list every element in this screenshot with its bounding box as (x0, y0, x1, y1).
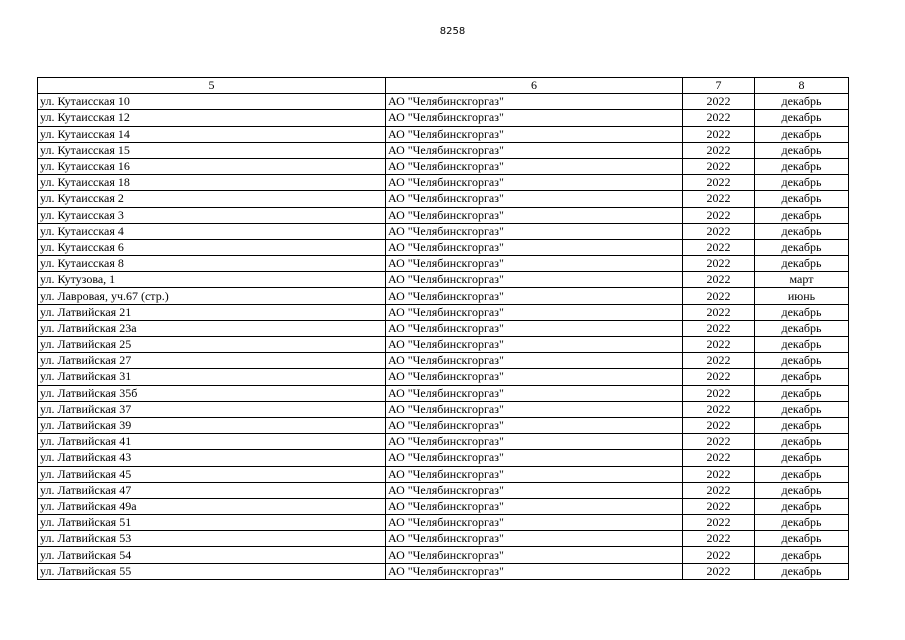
month-cell: декабрь (755, 498, 849, 514)
table-row (38, 385, 849, 401)
organization-cell: АО "Челябинскгоргаз" (386, 531, 683, 547)
table-row (38, 110, 849, 126)
organization-cell: АО "Челябинскгоргаз" (386, 417, 683, 433)
organization-cell: АО "Челябинскгоргаз" (386, 466, 683, 482)
month-cell: декабрь (755, 353, 849, 369)
year-cell: 2022 (683, 304, 755, 320)
column-header-5: 5 (38, 78, 386, 94)
year-cell: 2022 (683, 547, 755, 563)
organization-cell: АО "Челябинскгоргаз" (386, 288, 683, 304)
table-row (38, 175, 849, 191)
year-cell: 2022 (683, 288, 755, 304)
table-row (38, 417, 849, 433)
organization-cell: АО "Челябинскгоргаз" (386, 304, 683, 320)
table-row (38, 191, 849, 207)
organization-cell: АО "Челябинскгоргаз" (386, 272, 683, 288)
month-cell: декабрь (755, 158, 849, 174)
column-header-7: 7 (683, 78, 755, 94)
organization-cell: АО "Челябинскгоргаз" (386, 175, 683, 191)
month-cell: декабрь (755, 385, 849, 401)
address-cell: ул. Латвийская 39 (38, 417, 386, 433)
schedule-table (37, 77, 849, 580)
month-cell: декабрь (755, 434, 849, 450)
table-body (38, 94, 849, 580)
table-row (38, 450, 849, 466)
organization-cell: АО "Челябинскгоргаз" (386, 515, 683, 531)
month-cell: декабрь (755, 482, 849, 498)
year-cell: 2022 (683, 110, 755, 126)
table-row (38, 563, 849, 579)
year-cell: 2022 (683, 353, 755, 369)
month-cell: декабрь (755, 239, 849, 255)
table-row (38, 207, 849, 223)
year-cell: 2022 (683, 158, 755, 174)
year-cell: 2022 (683, 142, 755, 158)
month-cell: декабрь (755, 175, 849, 191)
address-cell: ул. Кутаисская 15 (38, 142, 386, 158)
table-row (38, 288, 849, 304)
organization-cell: АО "Челябинскгоргаз" (386, 110, 683, 126)
month-cell: декабрь (755, 369, 849, 385)
table-row (38, 515, 849, 531)
address-cell: ул. Латвийская 27 (38, 353, 386, 369)
organization-cell: АО "Челябинскгоргаз" (386, 320, 683, 336)
address-cell: ул. Латвийская 47 (38, 482, 386, 498)
address-cell: ул. Латвийская 45 (38, 466, 386, 482)
month-cell: декабрь (755, 304, 849, 320)
year-cell: 2022 (683, 126, 755, 142)
year-cell: 2022 (683, 272, 755, 288)
organization-cell: АО "Челябинскгоргаз" (386, 401, 683, 417)
month-cell: декабрь (755, 256, 849, 272)
year-cell: 2022 (683, 223, 755, 239)
address-cell: ул. Латвийская 23а (38, 320, 386, 336)
column-header-6: 6 (386, 78, 683, 94)
table-row (38, 547, 849, 563)
year-cell: 2022 (683, 498, 755, 514)
table-row (38, 353, 849, 369)
table-row (38, 369, 849, 385)
table-row (38, 434, 849, 450)
year-cell: 2022 (683, 450, 755, 466)
address-cell: ул. Латвийская 51 (38, 515, 386, 531)
organization-cell: АО "Челябинскгоргаз" (386, 207, 683, 223)
year-cell: 2022 (683, 482, 755, 498)
table-row (38, 94, 849, 110)
organization-cell: АО "Челябинскгоргаз" (386, 126, 683, 142)
month-cell: декабрь (755, 515, 849, 531)
year-cell: 2022 (683, 401, 755, 417)
address-cell: ул. Кутаисская 18 (38, 175, 386, 191)
address-cell: ул. Латвийская 31 (38, 369, 386, 385)
table-row (38, 498, 849, 514)
month-cell: декабрь (755, 466, 849, 482)
table-row (38, 466, 849, 482)
year-cell: 2022 (683, 466, 755, 482)
year-cell: 2022 (683, 515, 755, 531)
organization-cell: АО "Челябинскгоргаз" (386, 239, 683, 255)
month-cell: декабрь (755, 531, 849, 547)
month-cell: декабрь (755, 126, 849, 142)
month-cell: декабрь (755, 417, 849, 433)
organization-cell: АО "Челябинскгоргаз" (386, 450, 683, 466)
month-cell: июнь (755, 288, 849, 304)
table-row (38, 126, 849, 142)
table-row (38, 256, 849, 272)
table-header-row (38, 78, 849, 94)
organization-cell: АО "Челябинскгоргаз" (386, 498, 683, 514)
table-row (38, 158, 849, 174)
address-cell: ул. Латвийская 25 (38, 337, 386, 353)
year-cell: 2022 (683, 175, 755, 191)
address-cell: ул. Кутаисская 14 (38, 126, 386, 142)
table-row (38, 401, 849, 417)
month-cell: декабрь (755, 207, 849, 223)
organization-cell: АО "Челябинскгоргаз" (386, 482, 683, 498)
year-cell: 2022 (683, 563, 755, 579)
year-cell: 2022 (683, 320, 755, 336)
address-cell: ул. Кутаисская 12 (38, 110, 386, 126)
address-cell: ул. Кутаисская 10 (38, 94, 386, 110)
month-cell: декабрь (755, 401, 849, 417)
month-cell: декабрь (755, 142, 849, 158)
table-row (38, 223, 849, 239)
column-header-8: 8 (755, 78, 849, 94)
year-cell: 2022 (683, 434, 755, 450)
organization-cell: АО "Челябинскгоргаз" (386, 191, 683, 207)
organization-cell: АО "Челябинскгоргаз" (386, 337, 683, 353)
address-cell: ул. Латвийская 21 (38, 304, 386, 320)
organization-cell: АО "Челябинскгоргаз" (386, 142, 683, 158)
year-cell: 2022 (683, 207, 755, 223)
address-cell: ул. Латвийская 55 (38, 563, 386, 579)
year-cell: 2022 (683, 94, 755, 110)
organization-cell: АО "Челябинскгоргаз" (386, 223, 683, 239)
organization-cell: АО "Челябинскгоргаз" (386, 94, 683, 110)
organization-cell: АО "Челябинскгоргаз" (386, 158, 683, 174)
organization-cell: АО "Челябинскгоргаз" (386, 434, 683, 450)
address-cell: ул. Латвийская 54 (38, 547, 386, 563)
year-cell: 2022 (683, 369, 755, 385)
table-row (38, 239, 849, 255)
address-cell: ул. Кутузова, 1 (38, 272, 386, 288)
address-cell: ул. Кутаисская 16 (38, 158, 386, 174)
month-cell: декабрь (755, 450, 849, 466)
organization-cell: АО "Челябинскгоргаз" (386, 547, 683, 563)
table-row (38, 531, 849, 547)
month-cell: декабрь (755, 191, 849, 207)
organization-cell: АО "Челябинскгоргаз" (386, 563, 683, 579)
address-cell: ул. Латвийская 53 (38, 531, 386, 547)
year-cell: 2022 (683, 417, 755, 433)
address-cell: ул. Кутаисская 6 (38, 239, 386, 255)
table-row (38, 337, 849, 353)
organization-cell: АО "Челябинскгоргаз" (386, 256, 683, 272)
organization-cell: АО "Челябинскгоргаз" (386, 353, 683, 369)
year-cell: 2022 (683, 337, 755, 353)
address-cell: ул. Лавровая, уч.67 (стр.) (38, 288, 386, 304)
address-cell: ул. Кутаисская 2 (38, 191, 386, 207)
organization-cell: АО "Челябинскгоргаз" (386, 369, 683, 385)
table-row (38, 482, 849, 498)
month-cell: декабрь (755, 223, 849, 239)
year-cell: 2022 (683, 385, 755, 401)
year-cell: 2022 (683, 531, 755, 547)
year-cell: 2022 (683, 256, 755, 272)
table-row (38, 272, 849, 288)
address-cell: ул. Кутаисская 3 (38, 207, 386, 223)
table-row (38, 142, 849, 158)
month-cell: декабрь (755, 547, 849, 563)
month-cell: март (755, 272, 849, 288)
month-cell: декабрь (755, 563, 849, 579)
address-cell: ул. Латвийская 49а (38, 498, 386, 514)
month-cell: декабрь (755, 320, 849, 336)
month-cell: декабрь (755, 337, 849, 353)
year-cell: 2022 (683, 191, 755, 207)
address-cell: ул. Латвийская 43 (38, 450, 386, 466)
address-cell: ул. Кутаисская 4 (38, 223, 386, 239)
table-row (38, 304, 849, 320)
page-number: 8258 (439, 26, 466, 37)
table-row (38, 320, 849, 336)
address-cell: ул. Латвийская 41 (38, 434, 386, 450)
month-cell: декабрь (755, 110, 849, 126)
address-cell: ул. Латвийская 37 (38, 401, 386, 417)
month-cell: декабрь (755, 94, 849, 110)
address-cell: ул. Кутаисская 8 (38, 256, 386, 272)
organization-cell: АО "Челябинскгоргаз" (386, 385, 683, 401)
address-cell: ул. Латвийская 35б (38, 385, 386, 401)
year-cell: 2022 (683, 239, 755, 255)
